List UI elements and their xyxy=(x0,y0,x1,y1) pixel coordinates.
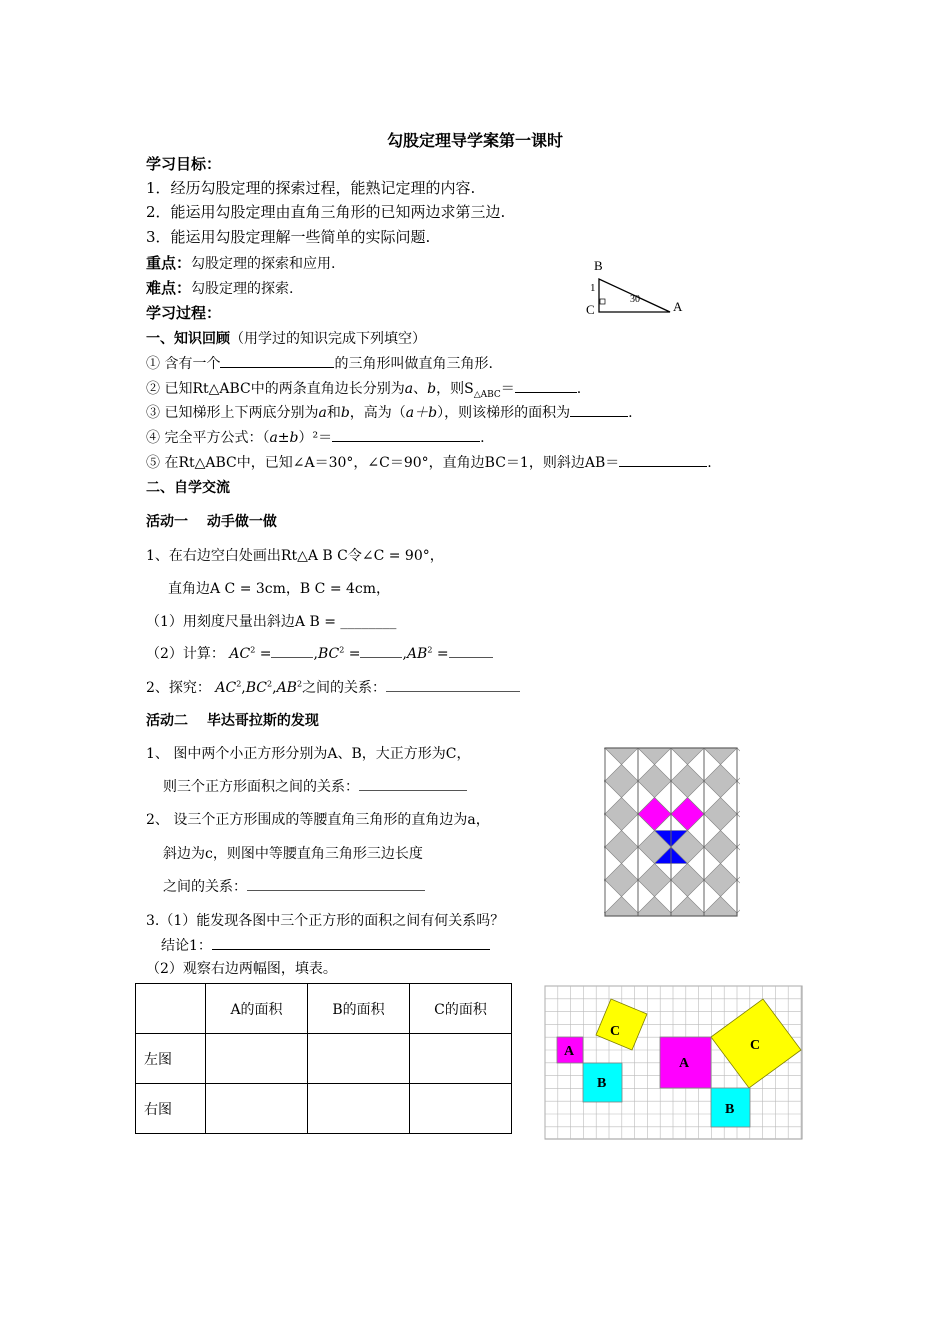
q3-expr: a＋b xyxy=(405,405,438,421)
activity2-line1: 1、 图中两个小正方形分别为A、B，大正方形为C， xyxy=(146,746,471,762)
review-heading: 一、知识回顾 xyxy=(146,331,230,347)
difficulty-text: 勾股定理的探索. xyxy=(191,281,294,297)
ac-blank[interactable] xyxy=(271,643,313,658)
activity1-line2: 直角边A C = 3cm，B C = 4cm， xyxy=(168,581,391,597)
difficulty xyxy=(146,277,293,298)
ab-term: AB xyxy=(406,646,428,662)
activity2-line8: （2）观察右边两幅图，填表。 xyxy=(146,961,337,977)
table-header-row xyxy=(136,984,512,1034)
vertex-a-label: A xyxy=(673,299,683,314)
q3-end: . xyxy=(628,405,633,421)
q4-pre: ④ 完全平方公式：（ xyxy=(146,430,270,446)
review-heading-line xyxy=(146,328,426,348)
review-q2 xyxy=(146,377,581,400)
review-q3 xyxy=(146,401,633,422)
q3-mid: ，高为（ xyxy=(349,405,406,421)
objective-item: 1．经历勾股定理的探索过程，能熟记定理的内容. xyxy=(146,179,476,197)
q2-a: a xyxy=(404,381,414,397)
q4-blank[interactable] xyxy=(332,426,480,442)
table-header-cell: C的面积 xyxy=(410,984,512,1034)
activity2-line6: 3.（1）能发现各图中三个正方形的面积之间有何关系吗？ xyxy=(146,913,505,929)
area-table xyxy=(135,983,512,1134)
row-label: 左图 xyxy=(136,1034,206,1084)
c-area-cell[interactable] xyxy=(410,1084,512,1134)
activity2-line2 xyxy=(163,776,467,796)
angle-label: 30 xyxy=(630,294,640,305)
ab-term: AB xyxy=(276,680,297,696)
comma: , xyxy=(313,646,318,662)
review-q5 xyxy=(146,451,712,472)
process-heading: 学习过程： xyxy=(146,304,222,322)
q1-blank[interactable] xyxy=(220,352,334,368)
relation-label: 则三个正方形面积之间的关系： xyxy=(163,779,359,795)
conclusion-blank[interactable] xyxy=(212,934,490,950)
activity1-line3: （1）用刻度尺量出斜边A B = ________ xyxy=(146,614,397,630)
comma: , xyxy=(241,680,246,696)
b-area-cell[interactable] xyxy=(308,1084,410,1134)
label-b-left: B xyxy=(597,1076,607,1091)
label-c-right: C xyxy=(750,1038,761,1053)
q2-sep: 、 xyxy=(413,381,428,397)
key-point xyxy=(146,252,335,273)
key-point-text: 勾股定理的探索和应用. xyxy=(191,256,336,272)
q1-pre: ① 含有一个 xyxy=(146,356,221,372)
relation-blank[interactable] xyxy=(359,776,467,791)
eq: = xyxy=(436,646,449,662)
activity2-line4: 斜边为c，则图中等腰直角三角形三边长度 xyxy=(163,846,423,862)
eq: = xyxy=(348,646,361,662)
relation-blank[interactable] xyxy=(247,876,425,891)
sup: 2 xyxy=(236,679,242,689)
sup: 2 xyxy=(296,679,303,689)
grid-squares-figure xyxy=(544,985,804,1141)
q2-blank[interactable] xyxy=(515,377,577,393)
activity1-line1: 1、在右边空白处画出Rt△A B C令∠C = 90°， xyxy=(146,548,444,564)
vertex-b-label: B xyxy=(594,258,603,273)
q2-eq: ＝ xyxy=(500,381,515,397)
conclusion-label: 结论1： xyxy=(161,938,212,954)
table-header-cell xyxy=(136,984,206,1034)
bc-blank[interactable] xyxy=(360,643,402,658)
activity2-line3: 2、 设三个正方形围成的等腰直角三角形的直角边为a， xyxy=(146,812,490,828)
review-q4 xyxy=(146,426,485,447)
ac-term: AC xyxy=(215,680,237,696)
row-label: 右图 xyxy=(136,1084,206,1134)
difficulty-label: 难点： xyxy=(146,279,192,297)
right-triangle-figure xyxy=(585,255,695,320)
ab-blank[interactable] xyxy=(449,643,493,658)
explore-label: 2、探究： xyxy=(146,680,211,696)
q4-end: . xyxy=(480,430,485,446)
q3-blank[interactable] xyxy=(570,401,628,417)
side-length-label: 1 xyxy=(590,282,596,294)
label-b-right: B xyxy=(725,1102,735,1117)
q3-post: ），则该梯形的面积为 xyxy=(437,405,571,421)
table-header-cell: A的面积 xyxy=(206,984,308,1034)
key-point-label: 重点： xyxy=(146,254,192,272)
review-note: （用学过的知识完成下列填空） xyxy=(230,331,426,347)
sup: 2 xyxy=(250,645,256,655)
table-row xyxy=(136,1034,512,1084)
objective-item: 2．能运用勾股定理由直角三角形的已知两边求第三边. xyxy=(146,203,506,221)
b-area-cell[interactable] xyxy=(308,1034,410,1084)
q5-text: ⑤ 在Rt△ABC中，已知∠A＝30°，∠C＝90°，直角边BC＝1，则斜边AB＝ xyxy=(146,455,620,471)
q3-b: b xyxy=(340,405,350,421)
sup: 2 xyxy=(427,645,433,655)
a-area-cell[interactable] xyxy=(206,1034,308,1084)
objective-item: 3．能运用勾股定理解一些简单的实际问题. xyxy=(146,228,431,246)
c-area-cell[interactable] xyxy=(410,1034,512,1084)
label-c-left: C xyxy=(610,1024,621,1039)
tiled-triangles-figure xyxy=(604,747,740,919)
page-title: 勾股定理导学案第一课时 xyxy=(386,131,563,150)
comma: , xyxy=(272,680,277,696)
q2-sub: △ABC xyxy=(473,389,501,400)
ac-term: AC xyxy=(229,646,251,662)
bc-term: BC xyxy=(245,680,268,696)
relation-label: 之间的关系： xyxy=(302,680,387,696)
bc-term: BC xyxy=(317,646,340,662)
activity2-line5 xyxy=(163,876,425,896)
activity1-line4 xyxy=(146,643,493,663)
relation-blank[interactable] xyxy=(386,677,520,692)
eq: = xyxy=(259,646,272,662)
relation-label: 之间的关系： xyxy=(163,879,247,895)
q3-pre: ③ 已知梯形上下两底分别为 xyxy=(146,405,319,421)
calc-label: （2）计算： xyxy=(146,646,225,662)
q5-blank[interactable] xyxy=(619,451,707,467)
activity1-heading: 活动一 动手做一做 xyxy=(146,514,277,530)
q2-pre: ② 已知Rt△ABC中的两条直角边长分别为 xyxy=(146,381,405,397)
self-study-heading: 二、自学交流 xyxy=(146,480,230,496)
activity1-line5 xyxy=(146,677,520,697)
q3-and: 和 xyxy=(326,405,341,421)
sup: 2 xyxy=(267,679,273,689)
q1-post: 的三角形叫做直角三角形. xyxy=(334,356,493,372)
q3-a: a xyxy=(318,405,327,421)
table-header-cell: B的面积 xyxy=(308,984,410,1034)
q4-expr: a±b xyxy=(269,430,299,446)
a-area-cell[interactable] xyxy=(206,1084,308,1134)
q2-mid: ，则S xyxy=(436,381,474,397)
label-a-left: A xyxy=(564,1044,575,1059)
label-a-right: A xyxy=(679,1056,690,1071)
right-angle-mark xyxy=(600,299,605,304)
vertex-c-label: C xyxy=(586,302,595,317)
q2-end: . xyxy=(576,381,582,397)
review-q1 xyxy=(146,352,493,373)
sup: 2 xyxy=(339,645,345,655)
q2-b: b xyxy=(427,381,437,397)
activity2-heading: 活动二 毕达哥拉斯的发现 xyxy=(146,713,319,729)
q5-end: . xyxy=(707,455,712,471)
objectives-heading: 学习目标： xyxy=(146,155,222,173)
q4-post: ）²＝ xyxy=(298,430,333,446)
table-row xyxy=(136,1084,512,1134)
comma: , xyxy=(402,646,407,662)
activity2-line7 xyxy=(161,934,490,955)
